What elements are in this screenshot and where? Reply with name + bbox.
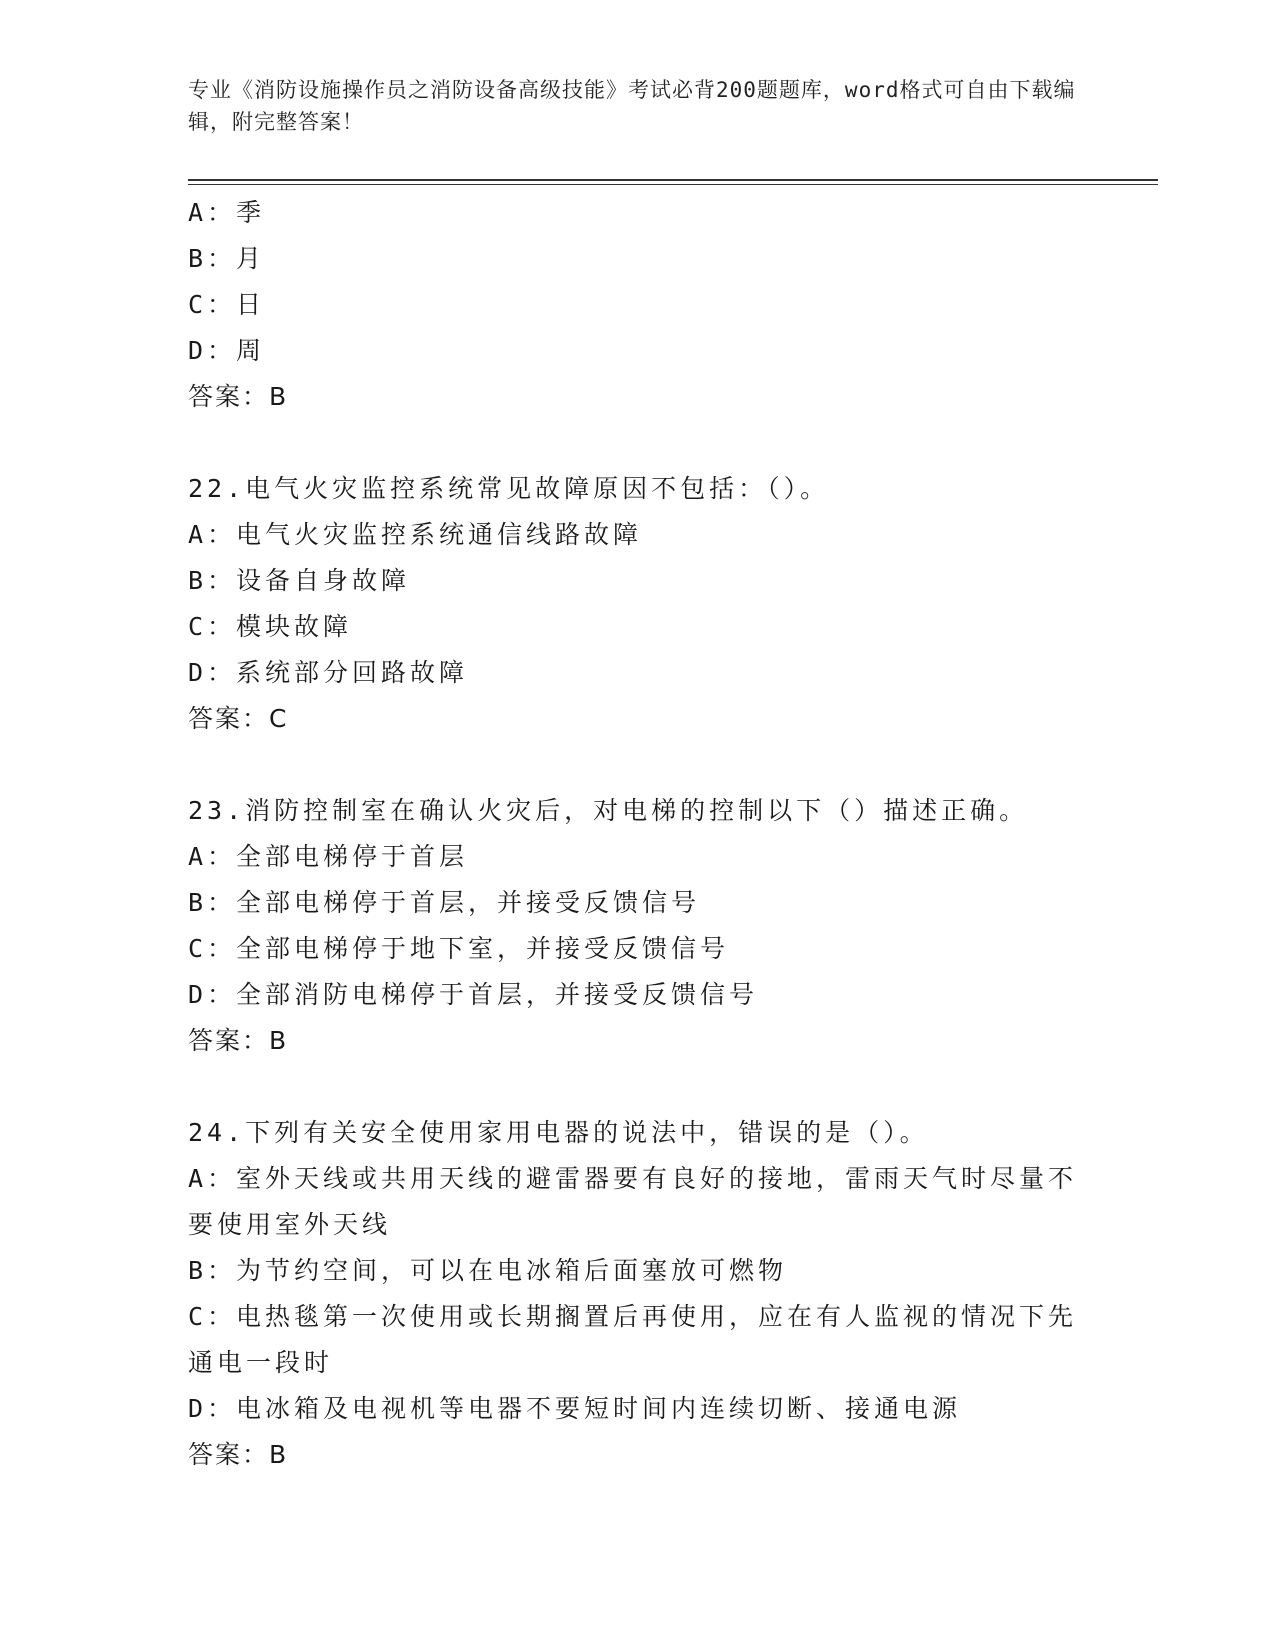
option-d: D：系统部分回路故障 [188,658,469,687]
spacer [188,1064,1088,1110]
answer: 答案：C [188,704,289,733]
option-c: C：全部电梯停于地下室，并接受反馈信号 [188,934,730,963]
document-title: 专业《消防设施操作员之消防设备高级技能》考试必背200题题库，word格式可自由下载编辑，附完整答案！ [188,78,1076,134]
question-stem: 22.电气火灾监控系统常见故障原因不包括：（）。 [188,474,830,503]
option-b: B：为节约空间，可以在电冰箱后面塞放可燃物 [188,1256,788,1285]
question-list [188,190,1088,1478]
question-stem: 24.下列有关安全使用家用电器的说法中，错误的是（）。 [188,1118,929,1147]
question-23 [188,788,1088,1064]
question-stem: 23.消防控制室在确认火灾后，对电梯的控制以下（）描述正确。 [188,796,1029,825]
question-22 [188,466,1088,742]
option-a: A：室外天线或共用天线的避雷器要有良好的接地，雷雨天气时尽量不要使用室外天线 [188,1164,1078,1239]
answer: 答案：B [188,1026,289,1055]
option-b: B：设备自身故障 [188,566,411,595]
option-d: D：全部消防电梯停于首层，并接受反馈信号 [188,980,759,1009]
answer: 答案：B [188,382,289,411]
option-c: C：电热毯第一次使用或长期搁置后再使用，应在有人监视的情况下先通电一段时 [188,1302,1078,1377]
option-a: A：季 [188,198,266,227]
option-d: D：周 [188,336,266,365]
option-c: C：模块故障 [188,612,353,641]
option-b: B：月 [188,244,266,273]
option-a: A：全部电梯停于首层 [188,842,469,871]
spacer [188,742,1088,788]
question-24 [188,1110,1088,1478]
spacer [188,420,1088,466]
document-header [188,74,1088,138]
option-c: C：日 [188,290,266,319]
option-a: A：电气火灾监控系统通信线路故障 [188,520,643,549]
answer: 答案：B [188,1440,289,1469]
header-divider-thick [188,179,1158,181]
question-21-continued [188,190,1088,420]
header-divider-thin [188,184,1158,185]
option-d: D：电冰箱及电视机等电器不要短时间内连续切断、接通电源 [188,1394,962,1423]
option-b: B：全部电梯停于首层，并接受反馈信号 [188,888,701,917]
